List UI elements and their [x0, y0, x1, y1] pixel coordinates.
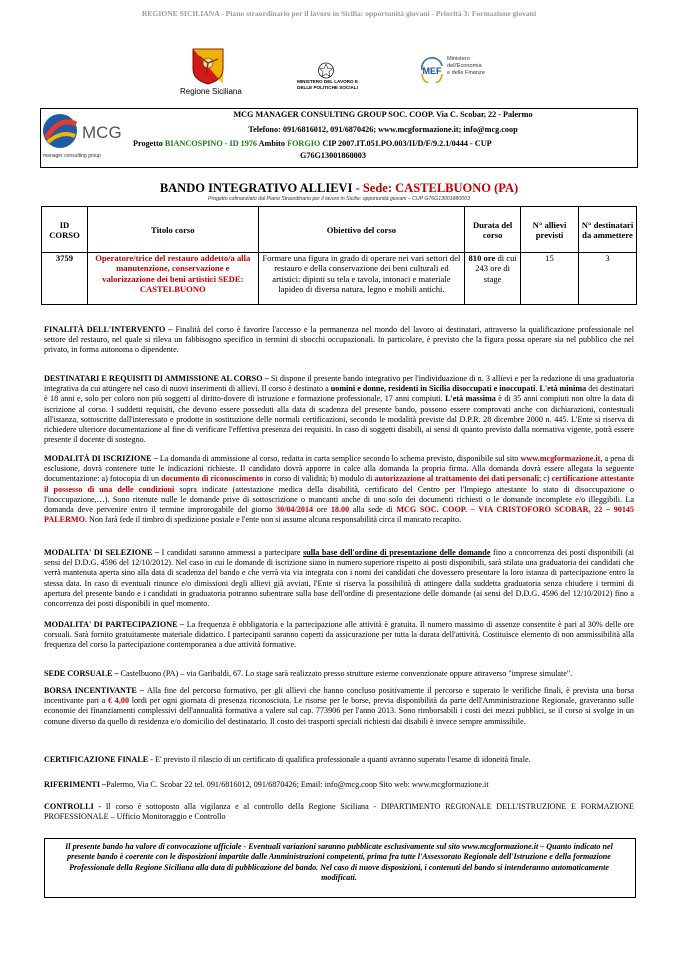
iscrizione-red-2: autorizzazione al trattamento dei dati personali [374, 474, 539, 484]
borsa-label: BORSA INCENTIVANTE – [44, 686, 147, 695]
mef-logo-icon [418, 57, 446, 83]
cell-id: 3759 [42, 253, 88, 305]
header-allievi: N° allievi previsti [521, 207, 579, 253]
header-destinatari: N° destinatari da ammettere [579, 207, 637, 253]
partecipazione-label: MODALITA' DI PARTECIPAZIONE – [44, 620, 187, 629]
partecipazione-text: La frequenza è obbligatoria e la partecipazione alle attività è gratuita. Il numero massimo di assenze consentite è pari al 30% delle ore corsuali. Sarà fornito gratuitamente materiale didattico. I partecipanti saranno coperti da assicurazione per tutta la durata dell'attività. Costituisce elemento di non ammissibilità alla frequenza del corso la partecipazione contemporanea a due attività formative. [44, 620, 634, 650]
cert-text: E' previsto il rilascio di un certificato di qualifica professionale a quanti avranno superato l'esame di idoneità finale. [155, 755, 531, 764]
destinatari-label: DESTINATARI E REQUISITI DI AMMISSIONE AL CORSO – [44, 374, 271, 383]
section-destinatari [44, 374, 634, 445]
destinatari-text-4: è di 35 anni compiuti non oltre la data di iscrizione al corso. I suddetti requisiti, che devono essere posseduti alla data di scadenza del presente bando, possono essere comprovati anche con dichiarazioni, contestuali all'istanza, sottoscritte dall'interessato e prodotte in sostituzione delle normali certificazioni, secondo le modalità previste dal D.P.R. 28 dicembre 2000 n. 445. L'Ente si riserva di richiedere ulteriore documentazione al fine di verificare l'effettiva presenza dei requisiti. In caso di soggetti disabili, ai sensi di quanto previsto dalla normativa vigente, potrà essere presente il docente di sostegno. [44, 394, 635, 445]
ministero-lavoro-label: MINISTERO DEL LAVORO E DELLE POLITICHE SOCIALI [297, 79, 358, 90]
selezione-text-2: fino a concorrenza dei posti disponibili (ai sensi del D.D.G. 4596 del 12/10/2012). Nel caso in cui le domande di iscrizione siano in numero superiore rispetto ai posti disponibili, sarà stilata una graduatoria dei candidati che verrà mantenuta aperta sino alla data di scadenza del bando e che verrà via via integrata con i nomi dei candidati che dovessero presentare la loro istanza di partecipazione entro la stessa data. In caso di eventuali rinunce e/o dimissioni degli allievi già avviati, l'Ente si riserva la possibilità di attingere dalla suddetta graduatoria senza chiudere i termini di apertura del presente bando e i candidati in graduatoria potranno subentrare sulla base dell'ordine di presentazione delle domande (ai sensi del D.D.G. 4596 del 12/10/2012) fino a concorrenza dei posti disponibili in quel momento. [44, 548, 634, 609]
sede-text: Castelbuono (PA) – via Garibaldi, 67. Lo stage sarà realizzato presso strutture esterne convenzionate oppure attraverso "imprese simulate". [120, 669, 573, 678]
cell-titolo: Operatore/trice del restauro addetto/a alla manutenzione, conservazione e valorizzazione dei beni artistici SEDE: CASTELBUONO [87, 253, 258, 305]
iscrizione-deadline-date: 30/04/2014 [276, 505, 314, 515]
section-sede [44, 669, 634, 679]
mcg-short-text: MCG [82, 123, 122, 142]
company-line: MCG MANAGER CONSULTING GROUP SOC. COOP. Via C. Scobar, 22 - Palermo [233, 110, 533, 119]
mef-label-line2: dell'Economia [447, 62, 482, 69]
iscrizione-text-6: ore [313, 505, 331, 515]
mef-label-line3: e delle Finanze [447, 69, 485, 76]
riferimenti-text: Palermo, Via C. Scobar 22 tel. 091/6816012, 091/6870426; Email: info@mcg.coop Sito web: www.mcgformazione.it [106, 780, 489, 789]
ministero-lavoro-emblem [316, 62, 336, 79]
iscrizione-red-3: certificazione attestante il possesso di una delle condizioni [44, 474, 634, 494]
destinatari-bold-1: uomini e donne, residenti in Sicilia disoccupati e inoccupati [330, 384, 536, 394]
header-id: ID CORSO [42, 207, 88, 253]
iscrizione-text-2: , a pena di esclusione, dovrà contenere tutte le indicazioni richieste. Il candidato dovrà apporre in calce alla domanda la propria firma. Alla domanda dovrà essere allegata la seguente documentazione: a) fotocopia di un [44, 454, 634, 484]
title-sede: - Sede: CASTELBUONO (PA) [352, 181, 519, 195]
section-controlli [44, 802, 634, 822]
section-finalita [44, 325, 634, 356]
destinatari-text-2: . [535, 384, 540, 394]
finalita-label: FINALITÀ DELL'INTERVENTO – [44, 325, 176, 334]
table-header-row [42, 207, 637, 253]
cell-allievi: 15 [521, 253, 579, 305]
mef-short-text: MEF [422, 66, 442, 76]
riferimenti-label: RIFERIMENTI – [44, 780, 107, 789]
mcg-caption: manager consulting group [43, 153, 101, 159]
iscrizione-text-1: La domanda di ammissione al corso, redatta in carta semplice secondo lo schema previsto, disponibile sul sito [159, 454, 521, 463]
section-borsa [44, 686, 634, 727]
destinatari-bold-3: L'età massima [445, 394, 496, 404]
iscrizione-text-4: ; c) [538, 474, 552, 484]
contacts-line: Telefono: 091/6816012, 091/6870426; www.mcgformazione.it; info@mcg.coop [248, 125, 518, 134]
mef-label [447, 56, 485, 76]
project-line [133, 139, 492, 148]
cell-obiettivo: Formare una figura in grado di operare nei vari settori del restauro e della conservazione dei beni culturali ed artistici: dipinti su tela e tavola, intonaci e materiale lapideo di diversa natura, legno e mobili antichi. [258, 253, 465, 305]
iscrizione-text-3: in corso di validità; b) modulo di [263, 474, 375, 484]
regione-siciliana-label: Regione Siciliana [180, 87, 242, 96]
iscrizione-red-1: documento di riconoscimento [161, 474, 264, 484]
cell-durata-rest: di cui 243 ore di stage [475, 253, 517, 284]
section-riferimenti [44, 780, 634, 790]
cup-code: G76G13001860003 [300, 151, 366, 160]
cell-durata-ore: 810 ore [468, 253, 496, 263]
project-prefix: Progetto [133, 139, 165, 148]
iscrizione-deadline-time: 18.00 [330, 505, 350, 515]
header-topline: REGIONE SICILIANA - Piano straordinario per il lavoro in Sicilia: opportunità giovani - Priorità 3: Formazione giovani [141, 9, 537, 18]
borsa-text-1: Alla fine del percorso formativo, per gli allievi che hanno concluso positivamente il percorso e superato le verifiche finali, è prevista una borsa incentivante pari a [44, 686, 634, 706]
iscrizione-text-7: alla sede di [349, 505, 397, 515]
section-certificazione [44, 755, 634, 765]
iscrizione-website-link[interactable]: www.mcgformazione.it [520, 454, 601, 463]
course-table [41, 206, 637, 305]
sede-label: SEDE CORSUALE – [44, 669, 121, 678]
selezione-text-1: I candidati saranno ammessi a partecipare [161, 548, 304, 557]
mcg-logo-icon [42, 110, 128, 154]
ambito-prefix: Ambito [257, 139, 288, 148]
header-durata: Durata del corso [465, 207, 521, 253]
destinatari-text-3: dei destinatari è 18 anni e, solo per coloro non più soggetti al diritto-dovere di istruzione e formazione professionale, 17 anni compiuti. [44, 384, 635, 404]
selezione-label: MODALITA' DI SELEZIONE – [44, 548, 162, 557]
cert-label: CERTIFICAZIONE FINALE - [44, 755, 155, 764]
iscrizione-text-8: Non farà fede il timbro di spedizione postale e l'ente non si assume alcuna responsabilità circa il mancato recapito. [86, 515, 462, 525]
borsa-amount: € 4,00 [108, 696, 130, 706]
header-obiettivo: Obiettivo del corso [258, 207, 465, 253]
controlli-text: Il corso è sottoposto alla vigilanza e al controllo della Regione Siciliana - DIPARTIMENTO REGIONALE DELL'ISTRUZIONE E FORMAZIONE PROFESSIONALE – Ufficio Monitoraggio e Controllo [44, 802, 634, 822]
footer-notice: Il presente bando ha valore di convocazione ufficiale - Eventuali variazioni saranno pubblicate esclusivamente sul sito www.mcgformazione.it – Quanto indicato nel presente bando è coerente con le disposizioni impartite dalle Amministrazioni competenti, prima fra tutte l'Assessorato Regionale dell'Istruzione e della formazione Professionale della Regione Siciliana alla data di pubblicazione del bando. Nel caso di nuove disposizioni, i contenuti del bando si intenderanno automaticamente modificati. [65, 842, 613, 883]
section-partecipazione [44, 620, 634, 651]
iscrizione-text-5: sopra indicate (attestazione medica della disabilità, certificato del Centro per l'Impiego attestante lo stato di disoccupazione o l'inoccupazione,…). Sono ritenute nulle le domande prive di sottoscrizione o mancanti anche di uno solo dei documenti richiesti o le domande incomplete e/o illeggibili. La domanda deve pervenire entro il termine improrogabile del giorno [44, 484, 634, 515]
controlli-label: CONTROLLI - [44, 802, 106, 811]
title-subtitle: Progetto cofinanziato dal Piano Straordinario per il lavoro in Sicilia: opportunità giovani – CUP G76G13001880003 [208, 196, 470, 202]
iscrizione-label: MODALITÀ DI ISCRIZIONE – [44, 454, 160, 463]
cip-code: CIP 2007.IT.051.PO.003/II/D/F/9.2.1/0444 - CUP [320, 139, 492, 148]
project-name: BIANCOSPINO - ID 1976 [164, 139, 258, 148]
finalita-text: Finalità del corso è favorire l'accesso e la permanenza nel mondo del lavoro ai destinatari, attraverso la qualificazione professionale nel settore del restauro, nel quale si rileva un fabbisogno specifico in termini di sbocchi occupazionali. In particolare, è previsto che la figura possa operare sia nel pubblico che nel privato, in forma autonoma o dipendente. [44, 325, 634, 355]
destinatari-bold-2: L'età minima [539, 384, 587, 394]
regione-siciliana-emblem [191, 47, 225, 85]
mef-label-line1: Ministero [447, 56, 470, 62]
section-selezione [44, 548, 634, 609]
cell-durata [465, 253, 521, 305]
borsa-text-2: lordi per ogni giornata di presenza riconosciuta. Le risorse per le borse, previa disponibilità da parte dell'Amministrazione Regionale, graveranno sulle economie dei finanziamenti complessivi dell'annualità formativa a valere sul cap. 773906 per l'anno 2013. Sono rimborsabili i costi dei mezzi pubblici, se il corso si svolge in un comune diverso da quello di residenza e/o domicilio del destinatario. Il costo dei trasporti speciali richiesti dai disabili è invece sempre ammissibile. [44, 696, 634, 726]
table-row [42, 253, 637, 305]
iscrizione-address: MCG SOC. COOP. – VIA CRISTOFORO SCOBAR, 22 – 90145 PALERMO. [44, 505, 635, 525]
header-titolo: Titolo corso [87, 207, 258, 253]
section-iscrizione [44, 454, 634, 525]
destinatari-text-1: Si dispone il presente bando integrativo per l'individuazione di n. 3 allievi e per la redazione di una graduatoria integrativa da cui attingere nel caso di nuovi inserimenti di allievi. Il corso è destinato a [44, 374, 634, 394]
cell-destinatari: 3 [579, 253, 637, 305]
title-main: BANDO INTEGRATIVO ALLIEVI [159, 181, 353, 195]
selezione-underlined: sulla base dell'ordine di presentazione delle domande [303, 548, 491, 557]
ambito-name: FORGIO [287, 139, 321, 148]
page-title [0, 181, 678, 196]
